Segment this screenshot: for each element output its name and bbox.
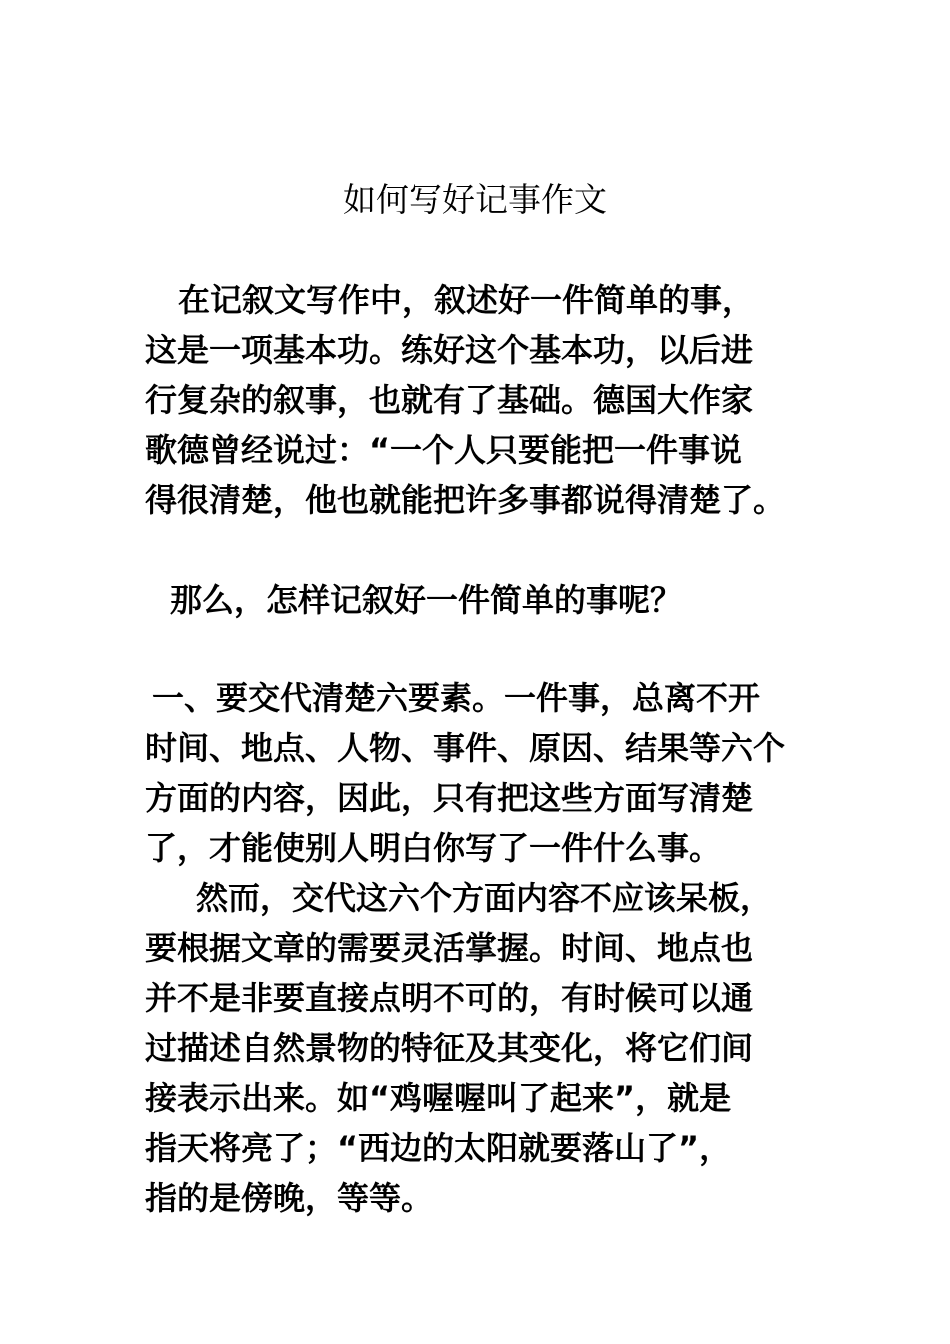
- paragraph-3-line-2: 时间、地点、人物、事件、原因、结果等六个: [145, 729, 786, 767]
- paragraph-4-line-7: 指的是傍晚，等等。: [145, 1179, 434, 1217]
- paragraph-1-line-3: 行复杂的叙事，也就有了基础。德国大作家: [145, 381, 754, 419]
- paragraph-4-line-2: 要根据文章的需要灵活掌握。时间、地点也: [145, 929, 754, 967]
- paragraph-4-line-4: 过描述自然景物的特征及其变化，将它们间: [145, 1029, 754, 1067]
- paragraph-1-line-5: 得很清楚，他也就能把许多事都说得清楚了。: [145, 481, 786, 519]
- paragraph-4-line-1: 然而，交代这六个方面内容不应该呆板，: [196, 879, 773, 917]
- paragraph-4-line-6: 指天将亮了；“西边的太阳就要落山了”，: [145, 1129, 732, 1167]
- document-title: 如何写好记事作文: [343, 180, 607, 219]
- paragraph-3-line-1: 一、要交代清楚六要素。一件事，总离不开: [152, 679, 761, 717]
- paragraph-3-line-4: 了，才能使别人明白你写了一件什么事。: [145, 829, 722, 867]
- paragraph-3-line-3: 方面的内容，因此，只有把这些方面写清楚: [145, 779, 754, 817]
- paragraph-1-line-1: 在记叙文写作中，叙述好一件简单的事，: [178, 281, 755, 319]
- paragraph-4-line-5: 接表示出来。如“鸡喔喔叫了起来”，就是: [145, 1079, 732, 1117]
- paragraph-2-line-1: 那么，怎样记叙好一件简单的事呢？: [170, 581, 683, 619]
- paragraph-4-line-3: 并不是非要直接点明不可的，有时候可以通: [145, 979, 754, 1017]
- paragraph-1-line-4: 歌德曾经说过：“一个人只要能把一件事说: [145, 431, 743, 469]
- paragraph-1-line-2: 这是一项基本功。练好这个基本功，以后进: [145, 331, 754, 369]
